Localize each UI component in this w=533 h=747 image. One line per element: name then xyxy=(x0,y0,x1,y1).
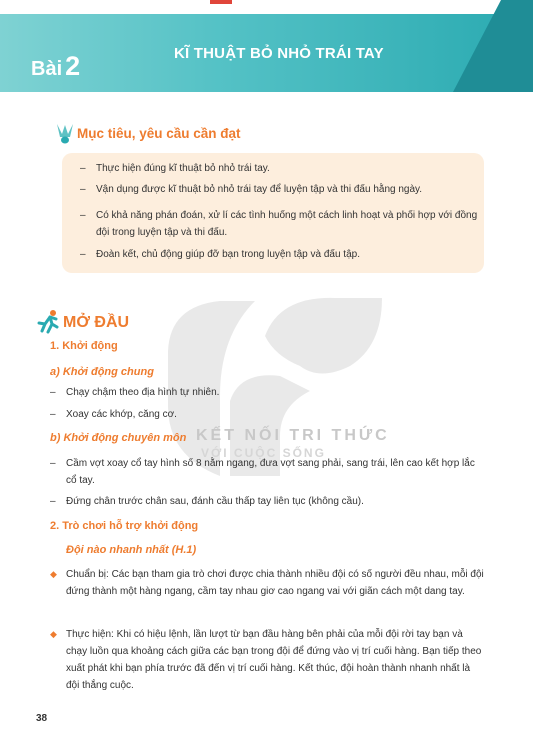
list-item: ◆ Chuẩn bị: Các bạn tham gia trò chơi được chia thành nhiều đội có số người đều nhau, mỗi đội đứng thành một hàng ngang, cầm tay nhau giơ cao ngang vai với giãn cách một dang tay. xyxy=(50,569,484,597)
watermark-line-2: VỚI CUỘC SỐNG xyxy=(201,446,326,460)
lesson-number: 2 xyxy=(65,51,81,81)
lesson-banner xyxy=(0,0,533,92)
list-item: – Chạy chậm theo địa hình tự nhiên. xyxy=(50,387,220,398)
list-item: – Xoay các khớp, căng cơ. xyxy=(50,409,177,420)
section-warmup-heading: 1. Khởi động xyxy=(50,340,118,352)
subsection-general-warmup: a) Khởi động chung xyxy=(50,366,154,378)
goal-item: – Đoàn kết, chủ động giúp đỡ bạn trong luyện tập và đấu tập. xyxy=(80,249,360,260)
goal-item: – Thực hiện đúng kĩ thuật bỏ nhỏ trái tay. xyxy=(80,163,270,174)
subsection-specialized-warmup: b) Khởi động chuyên môn xyxy=(50,432,187,444)
lesson-title: KĨ THUẬT BỎ NHỎ TRÁI TAY xyxy=(174,45,384,62)
shuttlecock-icon xyxy=(54,122,76,146)
list-item: ◆ Thực hiện: Khi có hiệu lệnh, lần lượt từ bạn đầu hàng bên phải của mỗi đội rời tay bạn và chạy luồn qua khoảng cách giữa các bạn trong đội để đứng vào vị trí cuối hàng. Bạn tiếp theo xuất phát khi bạn phía trước đã đến vị trí cuối hàng. Kết thúc, đội hoàn thành nhanh nhất là đội thắng cuộc. xyxy=(50,629,482,691)
game-title: Đội nào nhanh nhất (H.1) xyxy=(66,544,197,556)
goal-item: – Có khả năng phán đoán, xử lí các tình huống một cách linh hoạt và phối hợp với đồng đội trong luyện tập và thi đấu. xyxy=(80,210,478,238)
page-number: 38 xyxy=(36,713,48,724)
list-item: – Đứng chân trước chân sau, đánh cầu thấp tay liên tục (không cầu). xyxy=(50,496,364,507)
list-item: – Cầm vợt xoay cổ tay hình số 8 nằm ngang, đưa vợt sang phải, sang trái, lên cao kết hợp lắc cổ tay. xyxy=(50,458,475,486)
goal-item: – Vận dụng được kĩ thuật bỏ nhỏ trái tay để luyện tập và thi đấu hằng ngày. xyxy=(80,184,423,195)
lesson-label xyxy=(31,51,80,82)
runner-icon xyxy=(36,309,62,335)
lesson-word: Bài xyxy=(31,58,63,80)
goals-heading: Mục tiêu, yêu cầu cần đạt xyxy=(77,126,241,141)
section-game-heading: 2. Trò chơi hỗ trợ khởi động xyxy=(50,520,199,532)
watermark-line-1: KẾT NỐI TRI THỨC xyxy=(196,427,390,444)
top-accent-mark xyxy=(210,0,232,4)
intro-heading: MỞ ĐẦU xyxy=(63,314,130,331)
